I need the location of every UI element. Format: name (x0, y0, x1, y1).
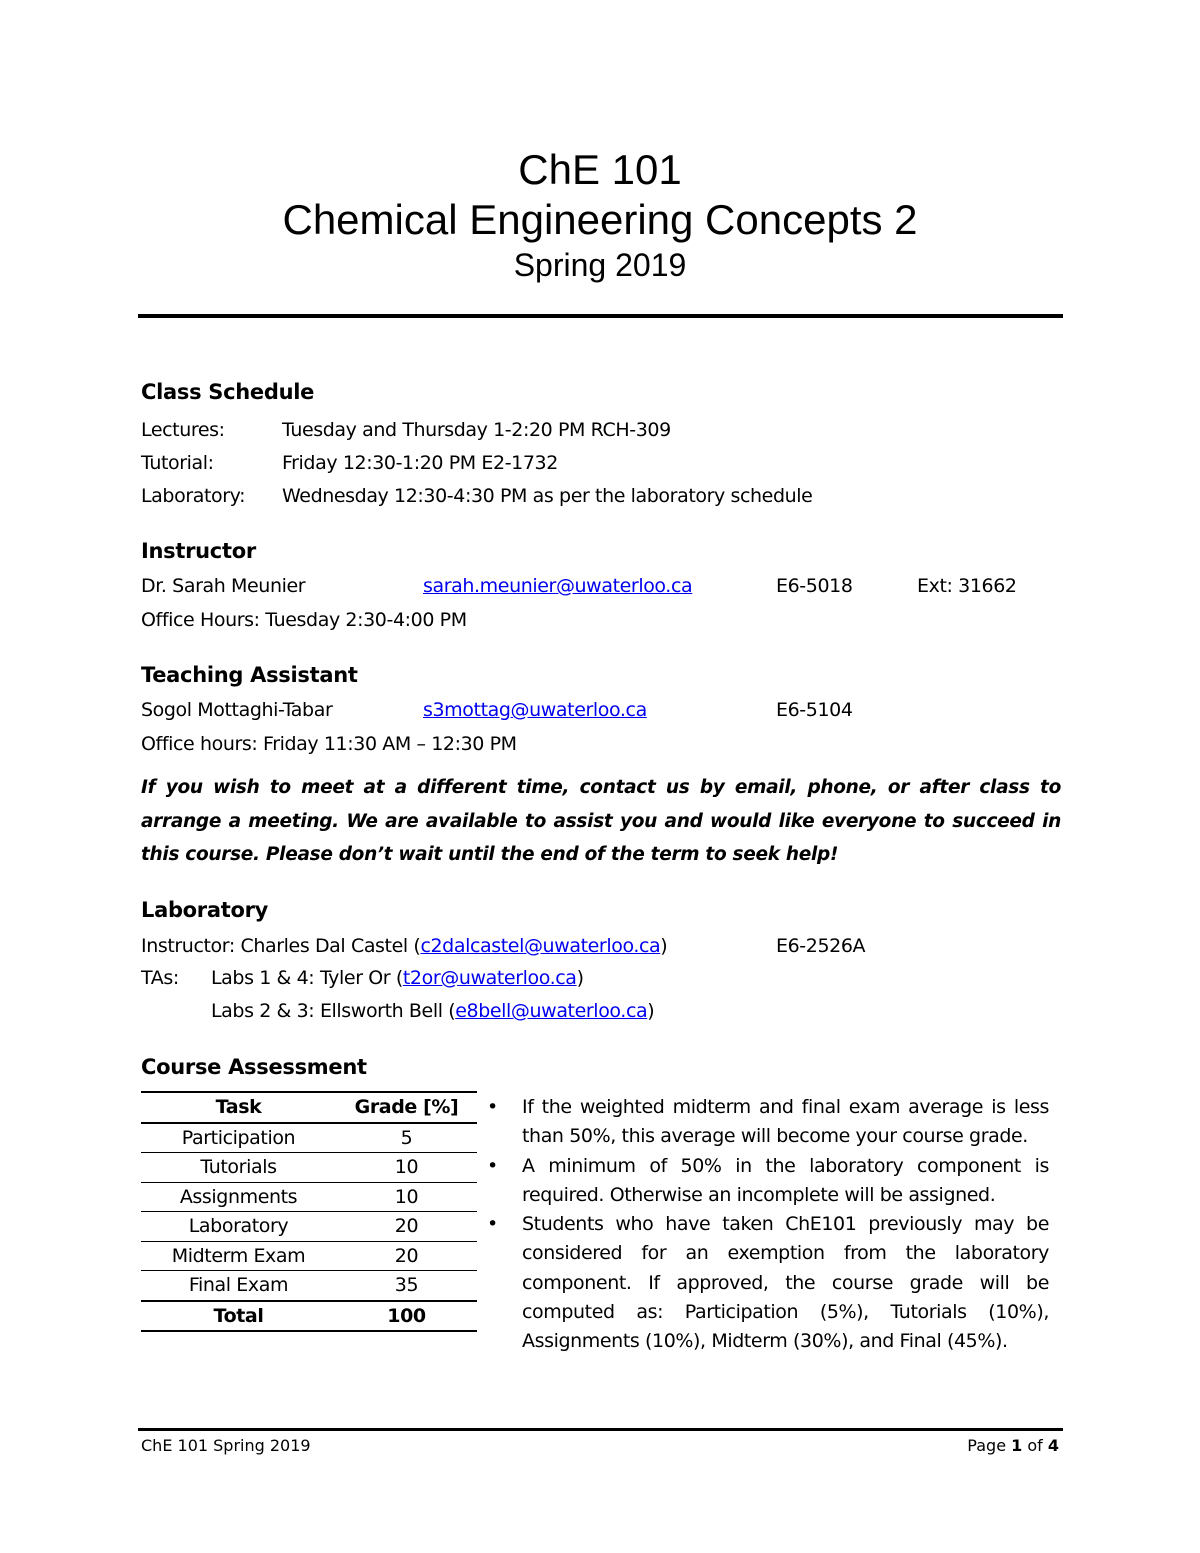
task-cell: Midterm Exam (141, 1241, 336, 1271)
course-term: Spring 2019 (513, 247, 687, 283)
lab-ta1-email-link[interactable]: t2or@uwaterloo.ca (402, 967, 577, 989)
lab-instructor-line (141, 935, 667, 957)
ta-name: Sogol Mottaghi-Tabar (141, 699, 333, 721)
course-code: ChE 101 (518, 146, 682, 193)
table-row (141, 1271, 477, 1301)
task-cell: Final Exam (141, 1271, 336, 1301)
column-header-grade: Grade [%] (336, 1092, 477, 1123)
grade-cell: 20 (336, 1241, 477, 1271)
lab-ta1-text: Labs 1 & 4: Tyler Or ( (211, 967, 403, 989)
list-item-text: If the weighted midterm and final exam average is less than 50%, this average will become your course grade. (522, 1096, 1049, 1148)
lab-ta1-close: ) (576, 967, 584, 989)
table-row (141, 1153, 477, 1183)
page-total: 4 (1047, 1436, 1059, 1455)
list-item (487, 1093, 1049, 1152)
table-row (141, 1212, 477, 1242)
page-current: 1 (1011, 1436, 1023, 1455)
ta-office: E6-5104 (776, 699, 853, 721)
lab-instructor-close: ) (660, 935, 668, 957)
total-value: 100 (336, 1301, 477, 1332)
page-of: of (1022, 1436, 1048, 1455)
ta-heading: Teaching Assistant (141, 663, 358, 687)
lab-tas-label: TAs: (141, 967, 179, 989)
instructor-office-hours: Office Hours: Tuesday 2:30-4:00 PM (141, 609, 467, 631)
help-note: If you wish to meet at a different time, contact us by email, phone, or after class to arrange a meeting. We are available to assist you and would like everyone to succeed in this course. Please don’t wait until the end of the term to seek help! (141, 777, 1061, 865)
table-row (141, 1182, 477, 1212)
task-cell: Tutorials (141, 1153, 336, 1183)
grade-cell: 10 (336, 1153, 477, 1183)
list-item (487, 1210, 1049, 1356)
task-cell: Laboratory (141, 1212, 336, 1242)
lab-ta2-close: ) (647, 1000, 655, 1022)
footer-divider (138, 1428, 1063, 1431)
class-schedule-heading: Class Schedule (141, 380, 315, 404)
lab-instructor-text: Instructor: Charles Dal Castel ( (141, 935, 421, 957)
assessment-notes-list (487, 1093, 1049, 1357)
total-label: Total (141, 1301, 336, 1332)
assessment-heading: Course Assessment (141, 1055, 367, 1079)
laboratory-heading: Laboratory (141, 898, 269, 922)
grades-table (141, 1091, 477, 1332)
header-divider (138, 314, 1063, 318)
table-row (141, 1123, 477, 1153)
instructor-office: E6-5018 (776, 575, 853, 597)
ta-office-hours: Office hours: Friday 11:30 AM – 12:30 PM (141, 733, 517, 755)
instructor-name: Dr. Sarah Meunier (141, 575, 306, 597)
schedule-value-tutorial: Friday 12:30-1:20 PM E2-1732 (282, 452, 558, 474)
table-row (141, 1241, 477, 1271)
grade-cell: 5 (336, 1123, 477, 1153)
task-cell: Assignments (141, 1182, 336, 1212)
instructor-email-link[interactable]: sarah.meunier@uwaterloo.ca (423, 575, 693, 597)
ta-email-link[interactable]: s3mottag@uwaterloo.ca (423, 699, 647, 721)
total-row (141, 1301, 477, 1332)
schedule-value-lectures: Tuesday and Thursday 1-2:20 PM RCH-309 (282, 419, 671, 441)
bullet-icon: • (487, 1213, 498, 1236)
lab-ta2-line (211, 1000, 654, 1022)
list-item (487, 1152, 1049, 1211)
grade-cell: 20 (336, 1212, 477, 1242)
instructor-ext: Ext: 31662 (917, 575, 1017, 597)
lab-ta1-line (211, 967, 584, 989)
list-item-text: Students who have taken ChE101 previously may be considered for an exemption from the laboratory component. If approved, the course grade will be computed as: Participation (5%), Tutorials (10%), Assignments (10%), Midterm (30%), and Final (45%). (522, 1213, 1049, 1353)
footer-page-number (967, 1436, 1059, 1455)
lab-instructor-email-link[interactable]: c2dalcastel@uwaterloo.ca (420, 935, 661, 957)
footer-course: ChE 101 Spring 2019 (141, 1436, 311, 1455)
task-cell: Participation (141, 1123, 336, 1153)
page-prefix: Page (967, 1436, 1012, 1455)
course-name: Chemical Engineering Concepts 2 (282, 196, 918, 243)
schedule-value-laboratory: Wednesday 12:30-4:30 PM as per the laboratory schedule (282, 485, 813, 507)
schedule-label-lectures: Lectures: (141, 419, 225, 441)
column-header-task: Task (141, 1092, 336, 1123)
grade-cell: 35 (336, 1271, 477, 1301)
bullet-icon: • (487, 1154, 498, 1177)
bullet-icon: • (487, 1096, 498, 1118)
schedule-label-tutorial: Tutorial: (141, 452, 214, 474)
lab-instructor-office: E6-2526A (776, 935, 866, 957)
instructor-heading: Instructor (141, 539, 256, 563)
lab-ta2-email-link[interactable]: e8bell@uwaterloo.ca (455, 1000, 648, 1022)
list-item-text: A minimum of 50% in the laboratory component is required. Otherwise an incomplete will be assigned. (522, 1154, 1049, 1206)
lab-ta2-text: Labs 2 & 3: Ellsworth Bell ( (211, 1000, 456, 1022)
schedule-label-laboratory: Laboratory: (141, 485, 246, 507)
grades-header-row (141, 1092, 477, 1123)
grade-cell: 10 (336, 1182, 477, 1212)
